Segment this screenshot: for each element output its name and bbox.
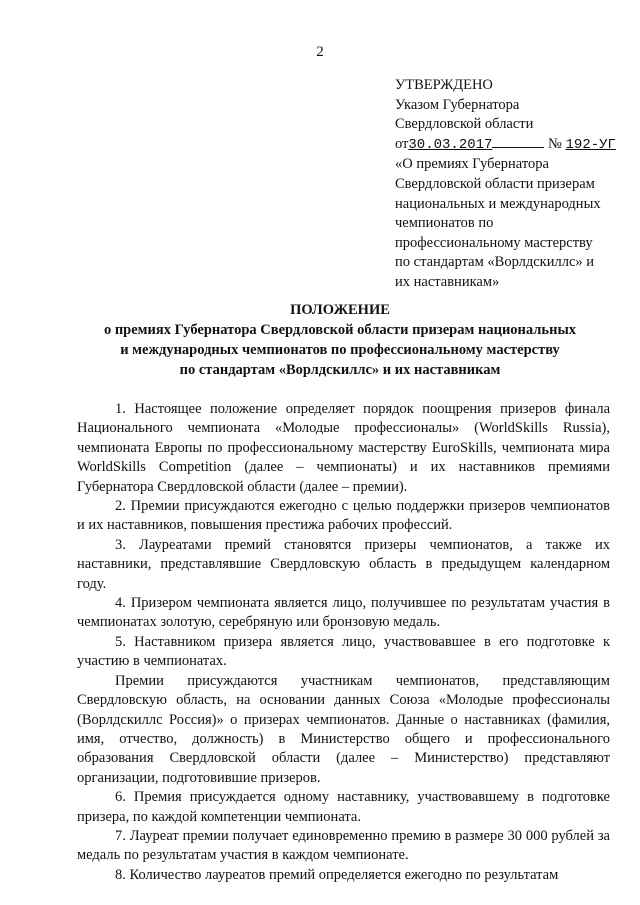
approval-title-line: чемпионатов по <box>395 215 494 232</box>
paragraph-1: 1. Настоящее положение определяет порядок поощрения призеров финала Национального чемпионата «Молодые профессионалы» (WorldSkills Russia), чемпионата Европы по профессиональному мастерству EuroSkills, чемпионата мира WorldSkills Competition (далее – чемпионаты) и их наставников премиями Губернатора Свердловской области (далее – премии). <box>77 401 610 495</box>
title-line2: и международных чемпионатов по профессиональному мастерству <box>120 342 560 358</box>
paragraph-7: 7. Лауреат премии получает единовременно премию в размере 30 000 рублей за медаль по результатам участия в каждом чемпионате. <box>77 827 610 864</box>
approval-title-line: «О премиях Губернатора <box>395 156 549 173</box>
paragraph-2: 2. Премии присуждаются ежегодно с целью поддержки призеров чемпионатов и их наставников, повышения престижа рабочих профессий. <box>77 498 610 534</box>
page-number: 2 <box>316 44 324 60</box>
approval-title-line: по стандартам «Ворлдскиллс» и <box>395 254 595 271</box>
decree-number: 192-УГ <box>565 136 616 153</box>
decree-date: 30.03.2017 <box>408 136 493 153</box>
approval-title-line: национальных и международных <box>395 195 601 212</box>
paragraph-5-continued: Премии присуждаются участникам чемпионатов, представляющим Свердловскую область, на основании данных Союза «Молодые профессионалы (Ворлдскиллс Россия)» о призерах чемпионатов. Данные о наставниках (фамилия, имя, отчество, должность) в Министерство общего и профессионального образования Свердловской области (далее – Министерство) представляют организации, подготовившие призеров. <box>77 672 610 786</box>
number-prefix: № <box>548 135 562 152</box>
approval-decree-line2: Свердловской области <box>395 116 534 133</box>
paragraph-6: 6. Премия присуждается одному наставнику, участвовавшему в подготовке призера, по каждой компетенции чемпионата. <box>77 789 610 825</box>
paragraph-3: 3. Лауреатами премий становятся призеры чемпионатов, а также их наставники, представлявшие Свердловскую область в предыдущем календарном году. <box>77 536 610 592</box>
approval-decree-line1: Указом Губернатора <box>395 96 520 113</box>
paragraph-4: 4. Призером чемпионата является лицо, получившее по результатам участия в чемпионатах золотую, серебряную или бронзовую медаль. <box>77 595 610 631</box>
approval-title-line: Свердловской области призерам <box>395 175 595 192</box>
approval-block <box>395 76 630 293</box>
regulation-body <box>77 400 610 885</box>
approval-heading: УТВЕРЖДЕНО <box>395 77 493 93</box>
approval-date-line <box>395 135 630 156</box>
document-title <box>60 300 620 380</box>
approval-title-line: профессиональному мастерству <box>395 234 593 251</box>
title-heading: ПОЛОЖЕНИЕ <box>290 302 390 318</box>
paragraph-5: 5. Наставником призера является лицо, участвовавшее в его подготовке к участию в чемпионатах. <box>77 633 610 670</box>
title-line3: по стандартам «Ворлдскиллс» и их наставникам <box>179 362 501 378</box>
approval-title-line: их наставникам» <box>395 273 500 290</box>
date-underline <box>492 135 544 148</box>
paragraph-8: 8. Количество лауреатов премий определяется ежегодно по результатам <box>115 866 559 883</box>
title-line1: о премиях Губернатора Свердловской области призерам национальных <box>103 322 577 338</box>
date-prefix: от <box>395 135 409 152</box>
